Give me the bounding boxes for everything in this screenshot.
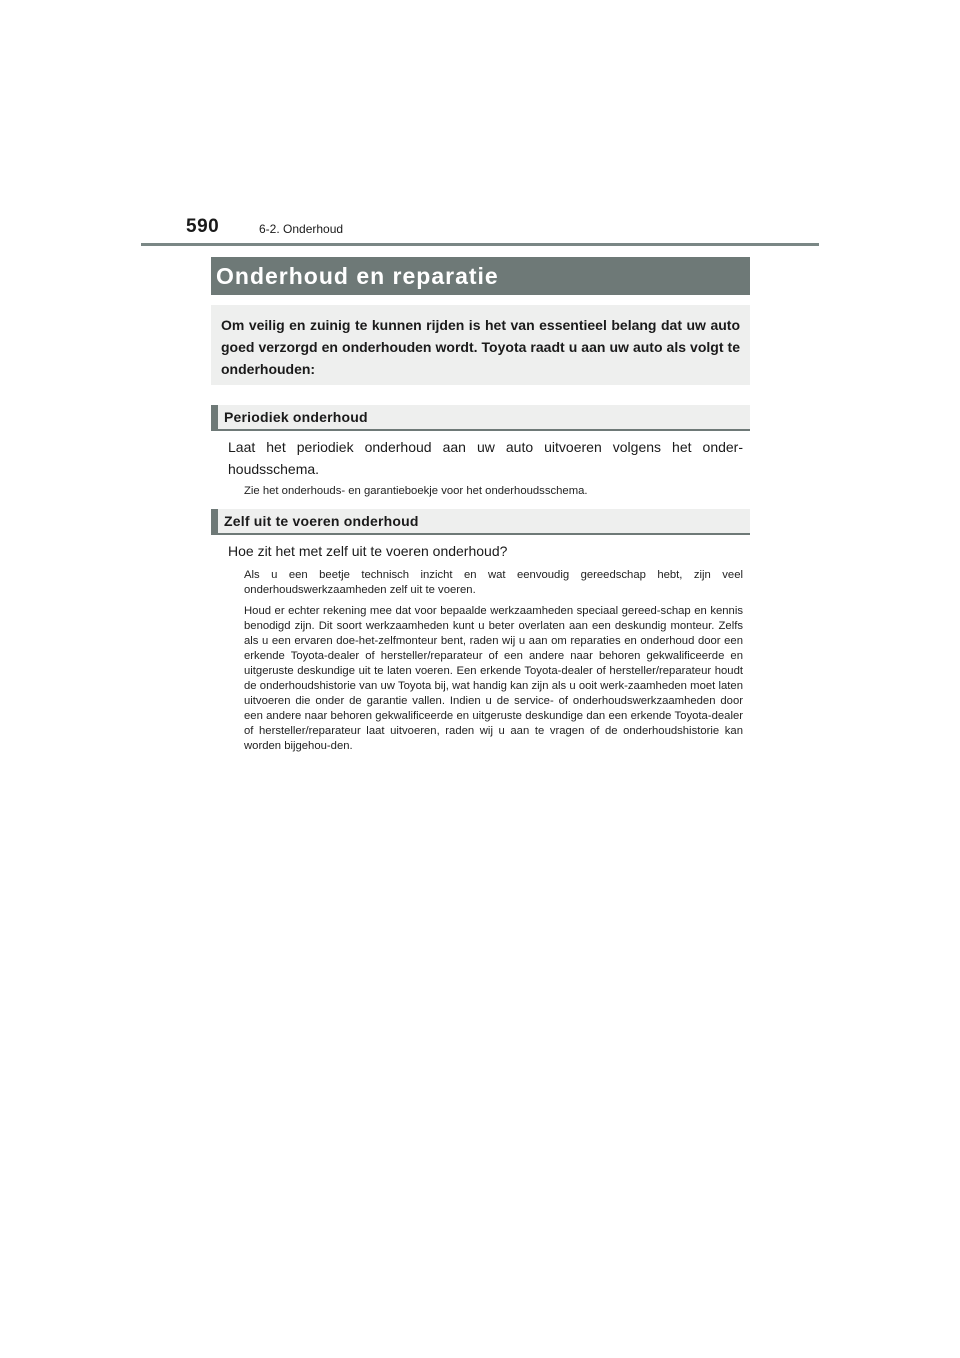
section-paragraph: Laat het periodiek onderhoud aan uw auto uitvoeren volgens het onder-houdsschema. — [228, 439, 743, 477]
section-note: Als u een beetje technisch inzicht en wat eenvoudig gereedschap hebt, zijn veel onderhoudswerkzaamheden zelf uit te voeren. — [244, 569, 743, 596]
section-heading-periodiek-onderhoud: Periodiek onderhoud — [211, 405, 750, 431]
header-divider — [141, 243, 819, 246]
section-question: Hoe zit het met zelf uit te voeren onderhoud? — [228, 543, 508, 559]
intro-text: Om veilig en zuinig te kunnen rijden is het van essentieel belang dat uw auto goed verzorgd en onderhouden wordt. Toyota raadt u aan uw auto als volgt te onderhouden: — [211, 305, 750, 385]
section-heading-zelf-onderhoud: Zelf uit te voeren onderhoud — [211, 509, 750, 535]
page-title: Onderhoud en reparatie — [216, 262, 499, 289]
section-note: Zie het onderhouds- en garantieboekje voor het onderhoudsschema. — [244, 485, 588, 497]
page-number: 590 — [186, 216, 220, 237]
section-note: Houd er echter rekening mee dat voor bepaalde werkzaamheden speciaal gereed-schap en kennis benodigd zijn. Dit soort werkzaamheden kunt u beter overlaten aan een deskundig monteur. Zelfs als u een ervaren doe-het-zelfmonteur bent, raden wij u aan om reparaties en onderhoud door een erkende Toyota-dealer of hersteller/reparateur of een andere naar behoren gekwalificeerde en uitgeruste deskundige uit te laten voeren. Een erkende Toyota-dealer of hersteller/reparateur houdt de onderhoudshistorie van uw Toyota bij, wat handig kan zijn als u ooit werk-zaamheden moet laten uitvoeren die onder de garantie vallen. Indien u de service- of onderhoudswerkzaamheden door een andere naar behoren gekwalificeerde en uitgeruste deskundige dan een erkende Toyota-dealer of hersteller/reparateur laat uitvoeren, raden wij u aan te vragen of de onderhoudshistorie kan worden bijgehou-den. — [244, 605, 743, 752]
page-title-bar — [211, 257, 750, 295]
breadcrumb: 6-2. Onderhoud — [259, 222, 344, 236]
